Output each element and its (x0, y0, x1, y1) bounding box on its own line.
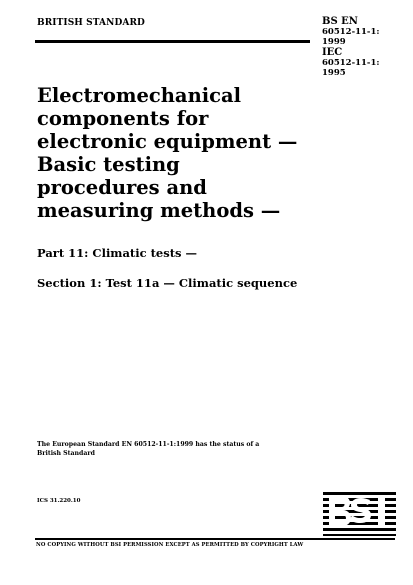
title-line: electronic equipment — (37, 130, 298, 153)
title-line: Electromechanical (37, 84, 242, 107)
iec-number: 60512-11-1: (322, 58, 380, 68)
bsi-logo (323, 492, 396, 536)
part-heading: Part 11: Climatic tests — (37, 246, 198, 260)
status-statement (37, 440, 277, 458)
iec-year: 1995 (322, 68, 346, 78)
title-line: procedures and (37, 176, 207, 199)
footer-rule (35, 538, 395, 540)
title-line: components for (37, 107, 209, 130)
bs-en-year: 1999 (322, 37, 346, 47)
statement-line: The European Standard EN 60512-11-1:1999 has the status of a (37, 441, 260, 448)
copyright-notice: NO COPYING WITHOUT BSI PERMISSION EXCEPT AS PERMITTED BY COPYRIGHT LAW (36, 542, 304, 548)
bs-en-label: BS EN (322, 16, 358, 27)
document-title (37, 84, 327, 222)
header-rule (35, 40, 310, 43)
title-line: measuring methods — (37, 199, 281, 222)
section-heading: Section 1: Test 11a — Climatic sequence (37, 276, 298, 290)
standard-number-block (322, 16, 392, 78)
title-line: Basic testing (37, 153, 180, 176)
statement-line: British Standard (37, 450, 95, 457)
ics-code: ICS 31.220.10 (37, 498, 81, 504)
iec-label: IEC (322, 47, 343, 58)
publication-type-label: BRITISH STANDARD (37, 18, 145, 28)
bs-en-number: 60512-11-1: (322, 27, 380, 37)
